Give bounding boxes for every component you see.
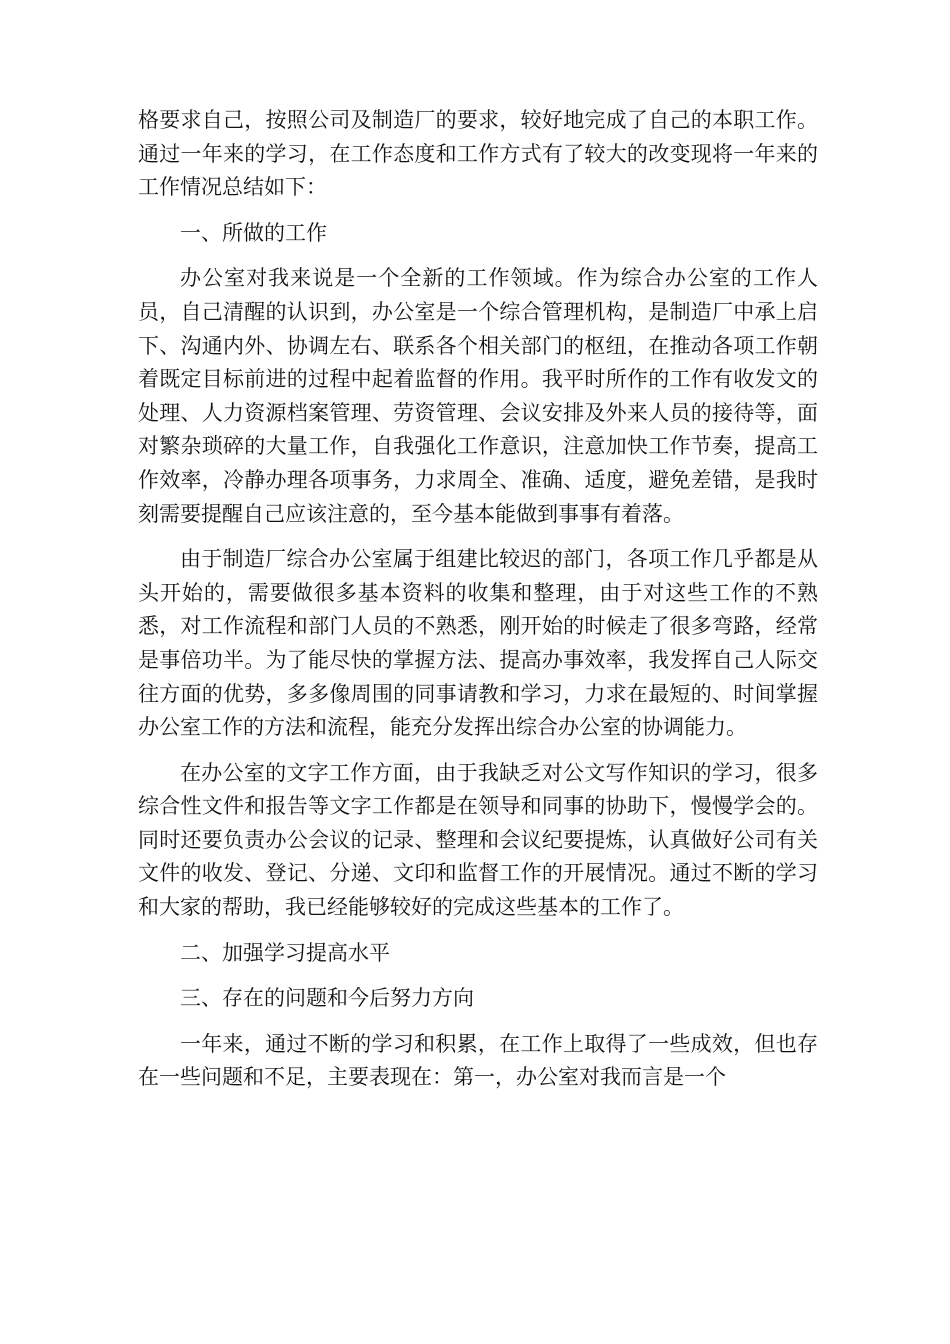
section-heading-problems: 三、存在的问题和今后努力方向 — [180, 986, 474, 1011]
paragraph-new-department: 由于制造厂综合办公室属于组建比较迟的部门，各项工作几乎都是从头开始的，需要做很多基本资料的收集和整理，由于对这些工作的不熟悉，对工作流程和部门人员的不熟悉，刚开始的时候走了很多弯路，经常是事倍功半。为了能尽快的掌握方法、提高办事效率，我发挥自己人际交往方面的优势，多多像周围的同事请教和学习，力求在最短的、时间掌握办公室工作的方法和流程，能充分发挥出综合办公室的协调能力。 — [138, 547, 818, 740]
paragraph-problems-intro: 一年来，通过不断的学习和积累，在工作上取得了一些成效，但也存在一些问题和不足，主要表现在：第一，办公室对我而言是一个 — [138, 1031, 818, 1090]
section-heading-work-done: 一、所做的工作 — [180, 220, 327, 245]
section-heading-learning: 二、加强学习提高水平 — [180, 940, 390, 965]
document-body — [138, 104, 818, 1107]
paragraph-writing-work: 在办公室的文字工作方面，由于我缺乏对公文写作知识的学习，很多综合性文件和报告等文字工作都是在领导和同事的协助下，慢慢学会的。同时还要负责办公会议的记录、整理和会议纪要提炼，认真做好公司有关文件的收发、登记、分递、文印和监督工作的开展情况。通过不断的学习和大家的帮助，我已经能够较好的完成这些基本的工作了。 — [138, 760, 818, 920]
paragraph-continuation: 格要求自己，按照公司及制造厂的要求，较好地完成了自己的本职工作。通过一年来的学习，在工作态度和工作方式有了较大的改变现将一年来的工作情况总结如下： — [138, 108, 818, 200]
paragraph-office-role: 办公室对我来说是一个全新的工作领域。作为综合办公室的工作人员，自己清醒的认识到，办公室是一个综合管理机构，是制造厂中承上启下、沟通内外、协调左右、联系各个相关部门的枢纽，在推动各项工作朝着既定目标前进的过程中起着监督的作用。我平时所作的工作有收发文的处理、人力资源档案管理、劳资管理、会议安排及外来人员的接待等，面对繁杂琐碎的大量工作，自我强化工作意识，注意加快工作节奏，提高工作效率，冷静办理各项事务，力求周全、准确、适度，避免差错，是我时刻需要提醒自己应该注意的，至今基本能做到事事有着落。 — [138, 266, 818, 526]
